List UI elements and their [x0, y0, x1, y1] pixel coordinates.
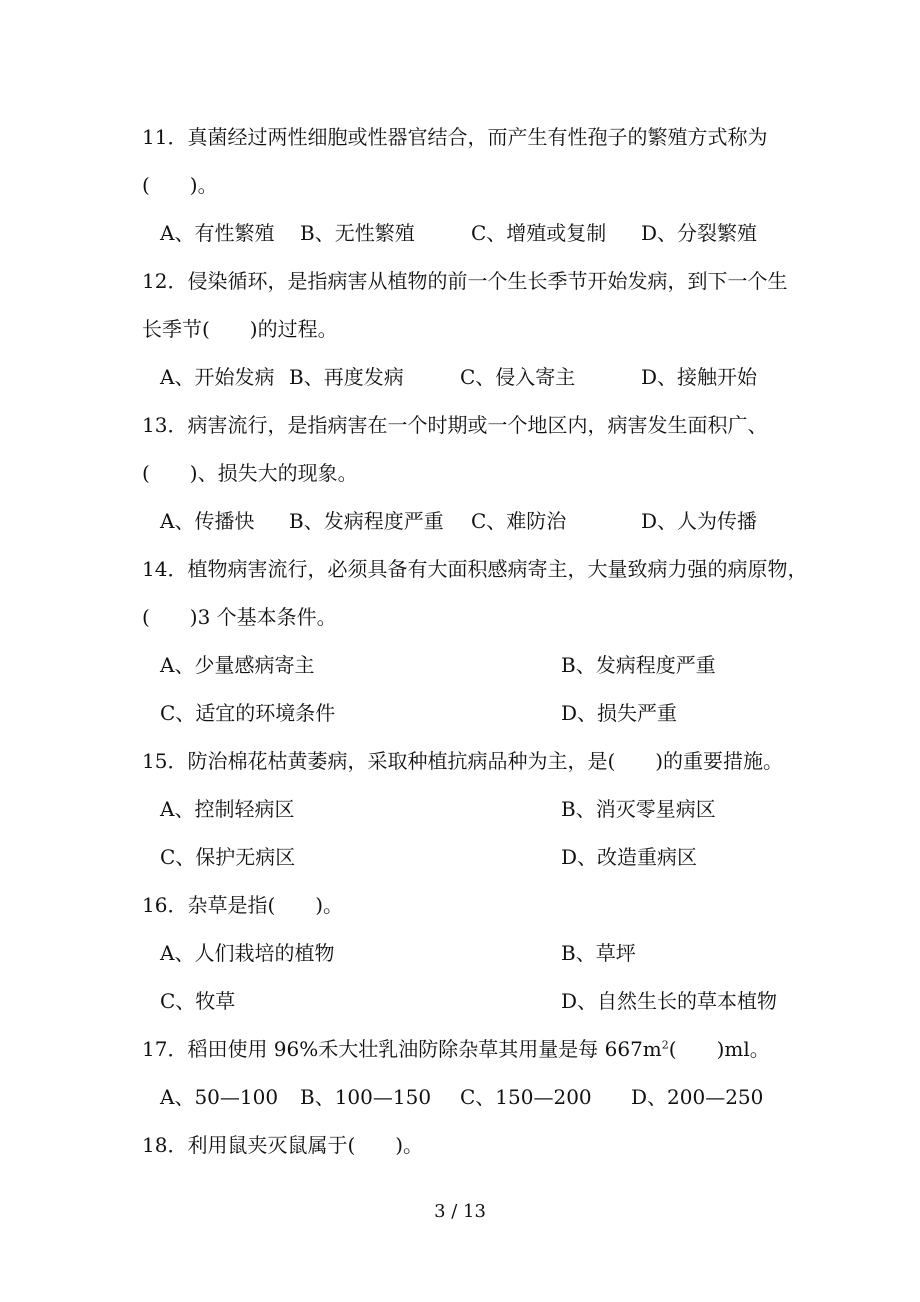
question-11-option-b: B、无性繁殖 [300, 221, 415, 245]
question-17-option-d: D、200—250 [631, 1085, 764, 1109]
question-14-option-b: B、发病程度严重 [561, 653, 716, 677]
question-12-stem-line-2: 长季节( )的过程。 [142, 317, 338, 341]
question-13-stem-line-2: ( )、损失大的现象。 [142, 461, 358, 485]
question-16-stem-line-1: 16．杂草是指( )。 [142, 893, 344, 917]
question-14-option-a: A、少量感病寄主 [160, 653, 315, 677]
question-11-stem-line-1: 11．真菌经过两性细胞或性器官结合，而产生有性孢子的繁殖方式称为 [142, 125, 768, 149]
question-13-option-c: C、难防治 [471, 509, 567, 533]
question-17-option-b: B、100—150 [300, 1085, 432, 1109]
question-11-option-a: A、有性繁殖 [160, 221, 275, 245]
question-14-stem-line-1: 14．植物病害流行，必须具备有大面积感病寄主，大量致病力强的病原物， [142, 557, 808, 581]
square-superscript: 2 [661, 1038, 669, 1052]
question-17-stem-line-1 [142, 1036, 770, 1062]
question-13-option-b: B、发病程度严重 [289, 509, 444, 533]
question-15-option-b: B、消灭零星病区 [561, 797, 716, 821]
question-16-option-c: C、牧草 [160, 989, 236, 1013]
question-14-option-c: C、适宜的环境条件 [160, 701, 336, 725]
question-15-option-a: A、控制轻病区 [160, 797, 295, 821]
question-12-option-a: A、开始发病 [160, 365, 275, 389]
page-number: 3 / 13 [434, 1201, 486, 1222]
question-12-option-c: C、侵入寄主 [460, 365, 576, 389]
question-18-stem-line-1: 18．利用鼠夹灭鼠属于( )。 [142, 1133, 424, 1157]
question-17-option-c: C、150—200 [460, 1085, 592, 1109]
question-15-option-c: C、保护无病区 [160, 845, 296, 869]
question-13-stem-line-1: 13．病害流行，是指病害在一个时期或一个地区内，病害发生面积广、 [142, 413, 768, 437]
question-17-stem-before-superscript: 17．稻田使用 96%禾大壮乳油防除杂草其用量是每 667m [142, 1037, 662, 1061]
question-16-option-b: B、草坪 [561, 941, 636, 965]
question-14-stem-line-2: ( )3 个基本条件。 [142, 605, 337, 629]
question-13-option-a: A、传播快 [160, 509, 255, 533]
question-15-option-d: D、改造重病区 [561, 845, 698, 869]
question-13-option-d: D、人为传播 [641, 509, 758, 533]
question-12-stem-line-1: 12．侵染循环，是指病害从植物的前一个生长季节开始发病，到下一个生 [142, 269, 788, 293]
question-16-option-d: D、自然生长的草本植物 [561, 989, 778, 1013]
question-12-option-b: B、再度发病 [289, 365, 404, 389]
question-15-stem-line-1: 15．防治棉花枯黄萎病，采取种植抗病品种为主，是( )的重要措施。 [142, 749, 784, 773]
question-17-stem-after-superscript: ( )ml。 [668, 1037, 770, 1061]
question-11-stem-line-2: ( )。 [142, 173, 218, 197]
question-12-option-d: D、接触开始 [641, 365, 758, 389]
question-16-option-a: A、人们栽培的植物 [160, 941, 335, 965]
question-17-option-a: A、50—100 [160, 1085, 279, 1109]
question-11-option-c: C、增殖或复制 [471, 221, 607, 245]
question-14-option-d: D、损失严重 [561, 701, 678, 725]
question-11-option-d: D、分裂繁殖 [641, 221, 758, 245]
